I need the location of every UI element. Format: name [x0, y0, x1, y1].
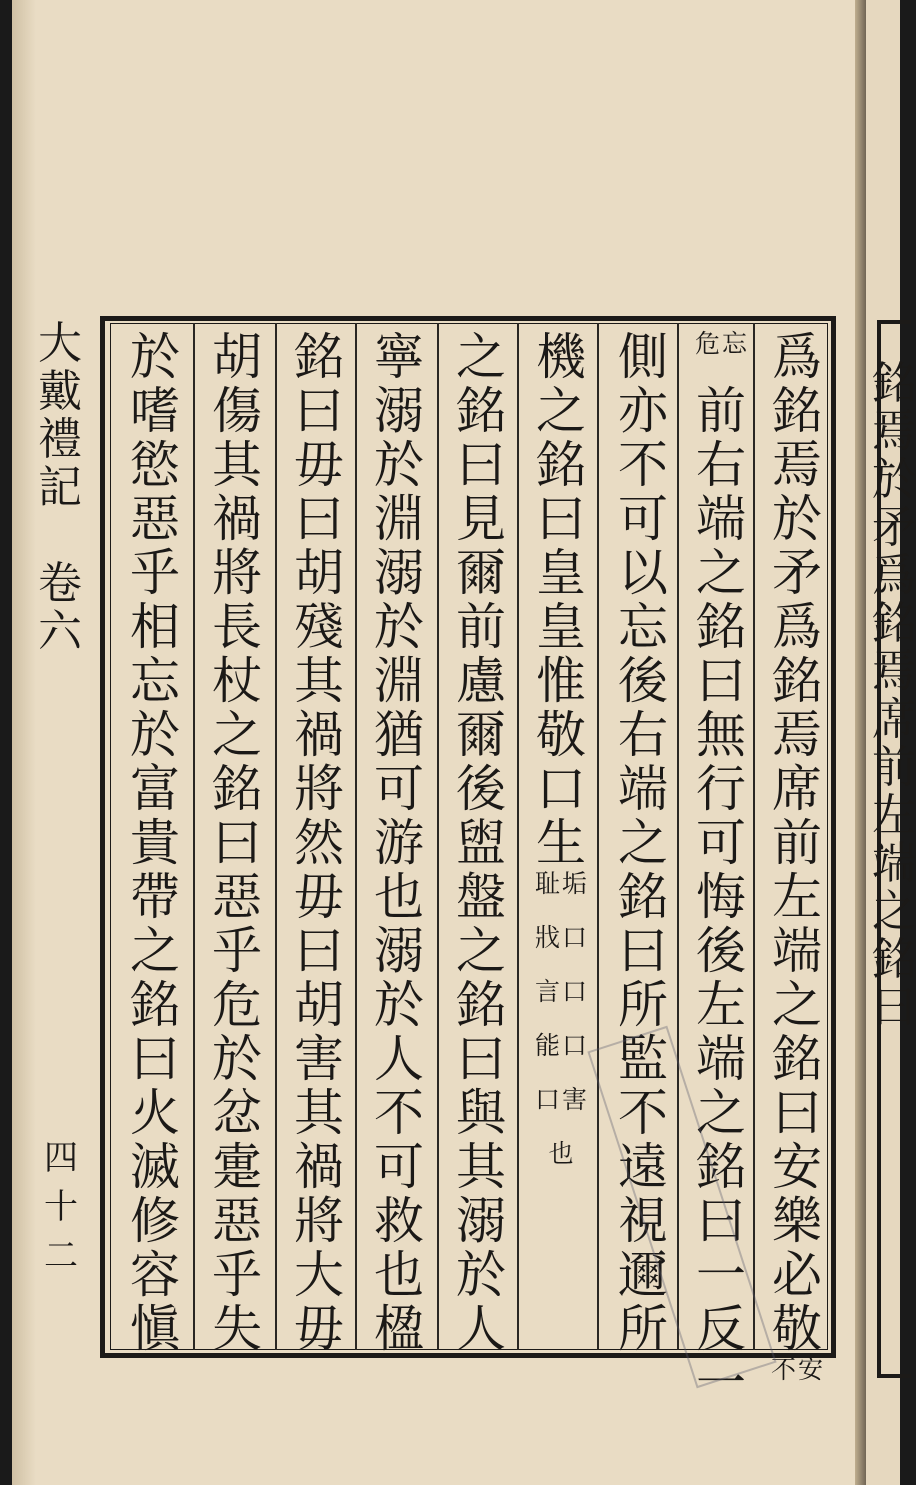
facing-char: 前: [872, 742, 916, 793]
text-column: [206, 330, 268, 1356]
text-char: 以: [618, 544, 668, 602]
text-char: 銘: [294, 328, 344, 386]
note-char: 也: [548, 1139, 574, 1168]
text-char: 曰: [536, 490, 586, 548]
text-char: 將: [294, 760, 344, 818]
text-char: 胡: [294, 976, 344, 1034]
text-column: [766, 330, 828, 1410]
text-char: 之: [772, 976, 822, 1034]
text-char: 反: [696, 1300, 746, 1358]
text-char: 將: [212, 544, 262, 602]
text-char: 將: [294, 1192, 344, 1250]
facing-char: 焉: [872, 406, 916, 457]
text-char: 視: [618, 1192, 668, 1250]
note-char: 言: [534, 977, 560, 1006]
margin-char: 卷: [38, 558, 82, 609]
text-char: 亦: [618, 382, 668, 440]
text-char: 席: [772, 760, 822, 818]
text-char: 前: [772, 814, 822, 872]
text-char: 其: [294, 1084, 344, 1142]
text-char: 忿: [212, 1084, 262, 1142]
text-char: 邇: [618, 1246, 668, 1304]
text-char: 修: [130, 1192, 180, 1250]
text-char: 楹: [374, 1300, 424, 1358]
text-char: 其: [456, 1138, 506, 1196]
text-char: 容: [130, 1246, 180, 1304]
note-char: 垢: [561, 869, 587, 898]
text-char: 溺: [374, 544, 424, 602]
text-char: 機: [536, 328, 586, 386]
text-char: 之: [618, 814, 668, 872]
text-char: 於: [130, 706, 180, 764]
text-char: 殘: [294, 598, 344, 656]
text-char: 曰: [696, 1192, 746, 1250]
text-char: 可: [374, 1138, 424, 1196]
text-char: 敬: [536, 706, 586, 764]
column-rule: [437, 323, 439, 1350]
text-char: 曰: [696, 652, 746, 710]
text-char: 忘: [618, 598, 668, 656]
text-char: 行: [696, 760, 746, 818]
text-char: 失: [212, 1300, 262, 1358]
facing-page-text: [872, 358, 916, 1033]
column-rule: [517, 323, 519, 1350]
interlinear-note: [530, 1140, 592, 1194]
interlinear-note: [530, 1032, 592, 1086]
text-char: 不: [374, 1084, 424, 1142]
text-char: 淵: [374, 652, 424, 710]
text-char: 一: [696, 1354, 746, 1412]
text-char: 端: [772, 922, 822, 980]
text-char: 富: [130, 760, 180, 818]
text-char: 帶: [130, 868, 180, 926]
text-char: 端: [696, 1030, 746, 1088]
text-char: 忘: [130, 652, 180, 710]
facing-char: 爲: [872, 550, 916, 601]
text-char: 禍: [212, 490, 262, 548]
text-char: 嗜: [130, 382, 180, 440]
text-char: 長: [212, 598, 262, 656]
interlinear-note: [530, 978, 592, 1032]
margin-char: 記: [38, 462, 82, 513]
folio-number: 四十二: [44, 1138, 78, 1276]
text-char: 銘: [772, 382, 822, 440]
facing-char: 端: [872, 838, 916, 889]
text-char: 銘: [212, 760, 262, 818]
text-char: 後: [456, 760, 506, 818]
text-char: 樂: [772, 1192, 822, 1250]
facing-char: 曰: [872, 982, 916, 1033]
text-char: 曰: [212, 814, 262, 872]
text-char: 救: [374, 1192, 424, 1250]
text-char: 敬: [772, 1300, 822, 1358]
text-char: 危: [212, 976, 262, 1034]
text-char: 惡: [130, 490, 180, 548]
note-char: 能: [534, 1031, 560, 1060]
text-char: 銘: [456, 382, 506, 440]
text-char: 胡: [294, 544, 344, 602]
text-char: 毋: [294, 868, 344, 926]
text-char: 左: [772, 868, 822, 926]
text-char: 乎: [212, 1246, 262, 1304]
page-edge-shade: [12, 0, 36, 1485]
text-char: 之: [212, 706, 262, 764]
text-char: 乎: [130, 544, 180, 602]
text-char: 可: [696, 814, 746, 872]
text-char: 胡: [212, 328, 262, 386]
text-char: 盤: [456, 868, 506, 926]
text-char: 人: [456, 1300, 506, 1358]
margin-char: 六: [38, 606, 82, 657]
text-char: 可: [374, 760, 424, 818]
text-char: 於: [374, 976, 424, 1034]
text-char: 之: [130, 922, 180, 980]
text-char: 其: [294, 652, 344, 710]
text-char: 安: [772, 1138, 822, 1196]
text-char: 焉: [772, 436, 822, 494]
text-column: [368, 330, 430, 1356]
text-char: 銘: [772, 1030, 822, 1088]
margin-char: 禮: [38, 414, 82, 465]
text-char: 之: [536, 382, 586, 440]
text-char: 銘: [696, 1138, 746, 1196]
text-char: 火: [130, 1084, 180, 1142]
margin-char: 戴: [38, 366, 82, 417]
text-char: 惡: [212, 1192, 262, 1250]
note-char: 口: [561, 977, 587, 1006]
column-rule: [275, 323, 277, 1350]
note-char: 口: [534, 1085, 560, 1114]
text-char: 曰: [456, 436, 506, 494]
text-char: 害: [294, 1030, 344, 1088]
facing-char: 銘: [872, 358, 916, 409]
text-char: 生: [536, 814, 586, 872]
text-char: 皇: [536, 544, 586, 602]
text-char: 溺: [374, 922, 424, 980]
text-char: 寧: [374, 328, 424, 386]
text-char: 也: [374, 1246, 424, 1304]
facing-char: 左: [872, 790, 916, 841]
text-char: 曰: [294, 922, 344, 980]
text-char: 曰: [772, 1084, 822, 1142]
margin-title: [30, 320, 90, 656]
text-char: 銘: [130, 976, 180, 1034]
column-rule: [597, 323, 599, 1350]
text-char: 後: [696, 922, 746, 980]
text-char: 後: [618, 652, 668, 710]
text-char: 滅: [130, 1138, 180, 1196]
text-char: 所: [618, 1300, 668, 1358]
facing-char: 銘: [872, 598, 916, 649]
text-char: 焉: [772, 706, 822, 764]
text-char: 所: [618, 976, 668, 1034]
note-char: 口: [561, 923, 587, 952]
note-char: 戕: [534, 923, 560, 952]
text-char: 也: [374, 868, 424, 926]
text-char: 不: [618, 436, 668, 494]
margin-char: 大: [38, 318, 82, 369]
text-char: 乎: [212, 922, 262, 980]
text-char: 於: [374, 436, 424, 494]
text-char: 與: [456, 1084, 506, 1142]
text-char: 銘: [456, 976, 506, 1034]
text-char: 盥: [456, 814, 506, 872]
interlinear-note: [530, 1086, 592, 1140]
margin-char: [29, 512, 91, 560]
text-char: 口: [536, 760, 586, 818]
text-char: 大: [294, 1246, 344, 1304]
note-char: 危: [694, 329, 720, 358]
text-char: 爲: [772, 328, 822, 386]
text-char: 毋: [294, 436, 344, 494]
note-char: 不: [770, 1355, 796, 1384]
note-char: 安: [797, 1355, 823, 1384]
text-char: 於: [456, 1246, 506, 1304]
text-char: 惡: [212, 868, 262, 926]
text-char: 右: [696, 436, 746, 494]
text-char: 貴: [130, 814, 180, 872]
text-char: 禍: [294, 1138, 344, 1196]
text-char: 端: [618, 760, 668, 818]
column-rule: [193, 323, 195, 1350]
text-char: 側: [618, 328, 668, 386]
facing-char: 焉: [872, 646, 916, 697]
text-char: 之: [696, 544, 746, 602]
facing-char: 於: [872, 454, 916, 505]
text-char: 前: [456, 598, 506, 656]
text-char: 於: [212, 1030, 262, 1088]
text-char: 見: [456, 490, 506, 548]
text-char: 游: [374, 814, 424, 872]
text-char: 悔: [696, 868, 746, 926]
text-char: 相: [130, 598, 180, 656]
note-char: 口: [561, 1031, 587, 1060]
text-char: 曰: [618, 922, 668, 980]
facing-char: 之: [872, 886, 916, 937]
text-char: 曰: [294, 382, 344, 440]
text-char: 杖: [212, 652, 262, 710]
text-char: 右: [618, 706, 668, 764]
note-char: 耻: [534, 869, 560, 898]
text-char: 之: [456, 328, 506, 386]
text-char: 之: [696, 1084, 746, 1142]
facing-char: 席: [872, 694, 916, 745]
text-char: 不: [618, 1084, 668, 1142]
text-char: 其: [212, 436, 262, 494]
text-char: 前: [696, 382, 746, 440]
text-char: 銘: [772, 652, 822, 710]
text-char: 左: [696, 976, 746, 1034]
text-column: [288, 330, 350, 1356]
text-char: 曰: [456, 1030, 506, 1088]
text-char: 於: [772, 490, 822, 548]
text-char: 可: [618, 490, 668, 548]
column-rule: [355, 323, 357, 1350]
text-char: 遠: [618, 1138, 668, 1196]
text-char: 惟: [536, 652, 586, 710]
text-char: 一: [696, 1246, 746, 1304]
text-char: 溺: [374, 382, 424, 440]
text-char: 爲: [772, 598, 822, 656]
interlinear-note: [530, 870, 592, 924]
interlinear-note: [690, 330, 752, 384]
text-char: 之: [456, 922, 506, 980]
text-char: 監: [618, 1030, 668, 1088]
text-char: 曰: [294, 490, 344, 548]
text-char: 猶: [374, 706, 424, 764]
text-char: 然: [294, 814, 344, 872]
facing-char: 矛: [872, 502, 916, 553]
text-char: 於: [374, 598, 424, 656]
text-column: [124, 330, 186, 1356]
text-char: 禍: [294, 706, 344, 764]
text-char: 溺: [456, 1192, 506, 1250]
text-char: 銘: [536, 436, 586, 494]
text-char: 爾: [456, 706, 506, 764]
text-column: [530, 330, 592, 1194]
text-char: 於: [130, 328, 180, 386]
text-char: 曰: [130, 1030, 180, 1088]
text-char: 矛: [772, 544, 822, 602]
text-char: 端: [696, 490, 746, 548]
column-rule: [753, 323, 755, 1350]
text-char: 銘: [696, 598, 746, 656]
interlinear-note: [766, 1356, 828, 1410]
facing-char: 銘: [872, 934, 916, 985]
text-column: [450, 330, 512, 1356]
text-char: 無: [696, 706, 746, 764]
text-char: 慾: [130, 436, 180, 494]
text-char: 毋: [294, 1300, 344, 1358]
text-char: 愼: [130, 1300, 180, 1358]
note-char: 忘: [721, 329, 747, 358]
text-char: 疐: [212, 1138, 262, 1196]
text-char: 傷: [212, 382, 262, 440]
text-char: 爾: [456, 544, 506, 602]
text-char: 慮: [456, 652, 506, 710]
interlinear-note: [530, 924, 592, 978]
text-char: 必: [772, 1246, 822, 1304]
text-char: 銘: [618, 868, 668, 926]
text-char: 淵: [374, 490, 424, 548]
text-char: 皇: [536, 598, 586, 656]
note-char: 害: [561, 1085, 587, 1114]
text-char: 人: [374, 1030, 424, 1088]
